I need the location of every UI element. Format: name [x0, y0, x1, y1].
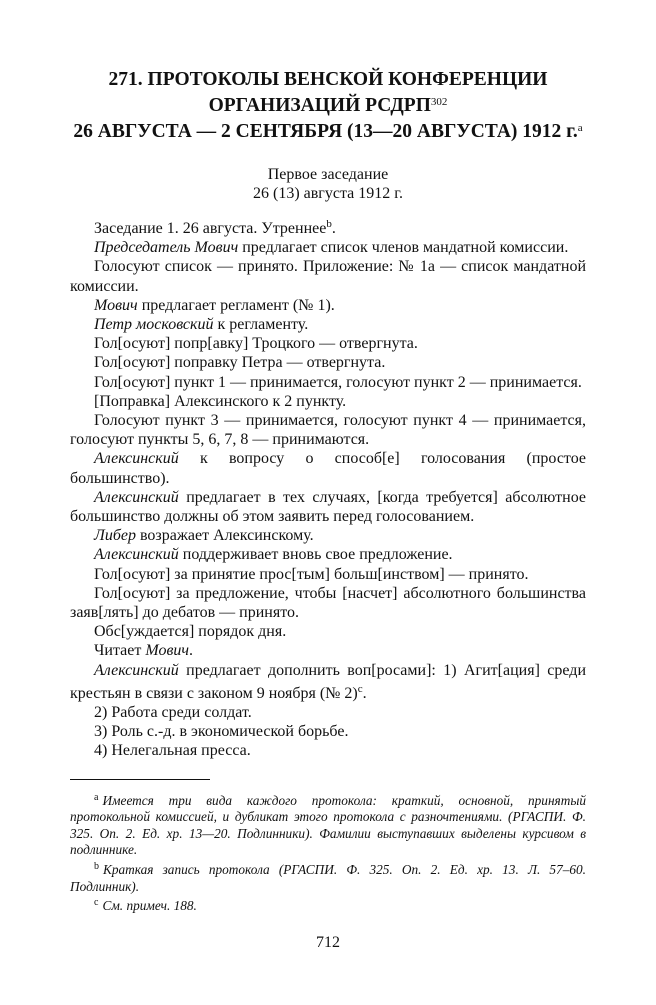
speaker-name: Либер [94, 527, 136, 545]
paragraph-text: предлагает регламент (№ 1). [137, 296, 335, 314]
paragraph-text: предлагает в тех случаях, [когда требуется] абсолютное большинство должны об этом заявить перед голосованием. [70, 488, 586, 526]
title-line-3-text: 26 АВГУСТА — 2 СЕНТЯБРЯ (13—20 АВГУСТА) 1912 г. [73, 121, 578, 142]
paragraph-text: Голосуют пункт 3 — принимается, голосуют пункт 4 — принимается, голосуют пункты 5, 6, 7, 8 — принимаются. [70, 412, 586, 449]
paragraph-text: Гол[осуют] за предложение, чтобы [насчет] абсолютного большинства заяв[лять] до дебатов — принято. [70, 584, 586, 622]
paragraph [70, 257, 586, 295]
paragraph-text: Заседание 1. 26 августа. Утреннее [94, 220, 327, 237]
paragraph [70, 703, 586, 722]
paragraph-text: Гол[осуют] поправку Петра — отвергнута. [94, 354, 386, 372]
paragraph-text: Гол[осуют] за принятие прос[тым] больш[инством] — принято. [94, 565, 529, 583]
title-line-1: 271. ПРОТОКОЛЫ ВЕНСКОЙ КОНФЕРЕНЦИИ [108, 69, 548, 90]
speaker-name: Председатель Мович [94, 239, 239, 257]
speaker-name: Алексинский [94, 488, 179, 506]
paragraph-text: Читает [94, 642, 146, 660]
footnote [70, 895, 586, 915]
paragraph-text: поддерживает вновь свое предложение. [178, 546, 453, 564]
title-line-3 [70, 117, 586, 143]
paragraph [70, 315, 586, 334]
footnote-mark: c [94, 897, 99, 909]
footnote-mark: a [94, 791, 99, 803]
footnote-ref: c [357, 682, 363, 695]
paragraph-tail: . [189, 642, 194, 660]
title-footnote-ref: a [577, 122, 583, 134]
footnote-text: Краткая запись протокола (РГАСПИ. Ф. 325. Оп. 2. Ед. хр. 13. Л. 57–60. Подлинник). [70, 862, 586, 894]
paragraph-text: к вопросу о способ[е] голосования (простое большинство). [70, 450, 586, 487]
paragraph [70, 526, 586, 545]
paragraph-text: к регламенту. [213, 316, 309, 334]
paragraph [70, 545, 586, 564]
paragraph [70, 296, 586, 315]
footnote-text: См. примеч. 188. [102, 898, 197, 914]
footnote-mark: b [94, 861, 99, 873]
paragraph-text: 3) Роль с.-д. в экономической борьбе. [94, 723, 349, 741]
footnote-text: Имеется три вида каждого протокола: краткий, основной, принятый протокольной комиссией, и дубликат этого протокола с разночтениями. (РГАСПИ. Ф. 325. Оп. 2. Ед. хр. 13—20. Подлинники). Фамилии выступавших выделены курсивом в подлиннике. [70, 792, 586, 858]
session-heading [70, 165, 586, 203]
paragraph [70, 622, 586, 641]
paragraph [70, 565, 586, 584]
paragraph [70, 584, 586, 622]
paragraph [70, 353, 586, 372]
footnote-ref: b [326, 218, 332, 230]
speaker-name: Алексинский [94, 661, 179, 679]
paragraph-text: 2) Работа среди солдат. [94, 704, 252, 722]
session-date: 26 (13) августа 1912 г. [252, 185, 404, 202]
paragraph-text: [Поправка] Алексинского к 2 пункту. [94, 392, 347, 410]
protocol-body [70, 215, 586, 761]
paragraph-text: 4) Нелегальная пресса. [94, 742, 251, 760]
speaker-name: Алексинский [94, 450, 179, 468]
paragraph-tail: . [331, 220, 336, 237]
paragraph-text: Голосуют список — принято. Приложение: № 1а — список мандатной комиссии. [70, 258, 586, 295]
paragraph [70, 392, 586, 411]
speaker-name: Мович [94, 296, 138, 314]
footnote-divider [70, 779, 210, 780]
paragraph [70, 741, 586, 760]
title-line-2-text: ОРГАНИЗАЦИЙ РСДРП [208, 95, 431, 116]
paragraph [70, 488, 586, 526]
speaker-name: Алексинский [94, 546, 179, 564]
paragraph-text: Гол[осуют] пункт 1 — принимается, голосуют пункт 2 — принимается. [94, 373, 582, 391]
paragraph [70, 215, 586, 238]
speaker-name: Мович [145, 642, 190, 660]
paragraph-text: Гол[осуют] попр[авку] Троцкого — отвергнута. [94, 335, 418, 353]
footnotes [70, 790, 586, 915]
speaker-name: Петр московский [94, 316, 214, 334]
paragraph-tail: . [362, 684, 367, 702]
paragraph [70, 373, 586, 392]
document-title [70, 68, 586, 143]
paragraph [70, 722, 586, 741]
paragraph-text: Обс[уждается] порядок дня. [94, 623, 287, 641]
session-name: Первое заседание [267, 166, 389, 183]
footnote [70, 790, 586, 859]
paragraph-text: предлагает список членов мандатной комиссии. [238, 239, 569, 257]
paragraph-text: предлагает дополнить воп[росами]: 1) Агит[ация] среди крестьян в связи с законом 9 ноября (№ 2) [70, 661, 586, 702]
page-number: 712 [316, 934, 340, 951]
title-line-2 [70, 91, 586, 117]
paragraph-text: возражает Алексинскому. [135, 527, 314, 545]
paragraph [70, 411, 586, 449]
paragraph [70, 238, 586, 257]
paragraph [70, 334, 586, 353]
paragraph [70, 641, 586, 660]
paragraph [70, 449, 586, 487]
footnote [70, 859, 586, 895]
title-endnote-ref: 302 [430, 96, 448, 108]
paragraph [70, 661, 586, 703]
